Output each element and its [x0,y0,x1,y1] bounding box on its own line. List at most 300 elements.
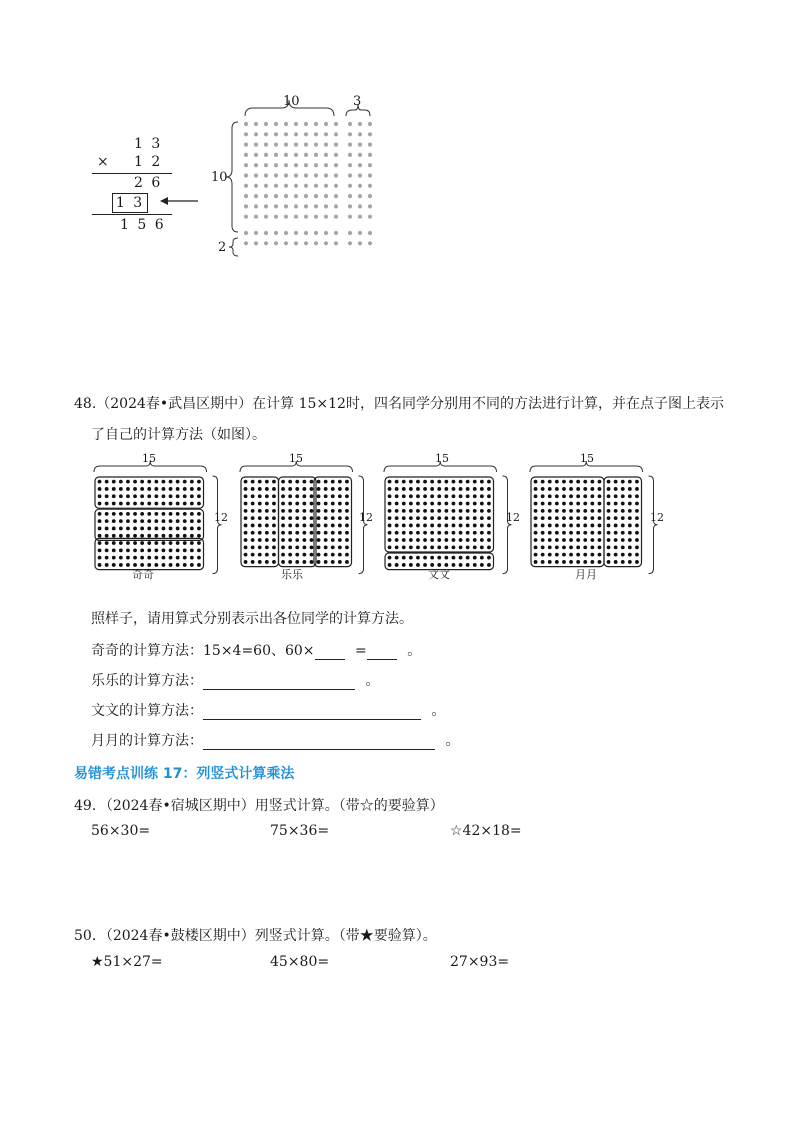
panel-dot [345,531,349,535]
panel-brace-side [359,476,368,574]
panel-dot [388,502,392,506]
qiqi-end: 。 [407,643,422,659]
panel-dot [310,494,314,498]
panel-dot [395,531,399,535]
panel-dot [331,538,335,542]
panel-dot [423,563,427,567]
panel-dot [628,509,632,513]
panel-dot [176,480,180,484]
grid-dot [244,163,248,167]
panel-dot [154,527,158,531]
panel-dot [281,502,285,506]
panel-dot [576,531,580,535]
qiqi-blank-1[interactable] [315,645,345,660]
panel-side-label-lele: 12 [359,511,373,524]
panel-dot [190,563,194,567]
panel-dot [183,487,187,491]
panel-dot [555,553,559,557]
panel-dot [388,556,392,560]
grid-dot [294,204,298,208]
panel-dot [598,494,602,498]
panel-dot [548,560,552,564]
panel-dot [487,480,491,484]
panel-dot [105,487,109,491]
grid-dot [264,132,268,136]
panel-dot [402,563,406,567]
panel-dot [324,494,328,498]
panel-dot [576,502,580,506]
panel-label-lele: 乐乐 [281,568,303,581]
grid-dot [274,163,278,167]
panel-dot [576,524,580,528]
grid-dot [264,184,268,188]
panel-dot [317,553,321,557]
grid-dot [334,173,338,177]
panel-dot [562,502,566,506]
panel-dot [466,545,470,549]
panel-dot [473,487,477,491]
grid-dot [314,231,318,235]
panel-dot [140,556,144,560]
panel-dot [402,545,406,549]
panel-dot [112,502,116,506]
panel-dot [176,548,180,552]
grid-dot [244,231,248,235]
panel-dot [452,487,456,491]
grid-dot [284,194,288,198]
panel-dot [473,509,477,513]
grid-dot [348,194,352,198]
panel-dot [548,502,552,506]
panel-dot [251,502,255,506]
panel-dot [197,494,201,498]
panel-dot [295,480,299,484]
panel-dot [169,494,173,498]
panel-dot [388,563,392,567]
panel-dot [534,560,538,564]
panel-dot [119,534,123,538]
panel-dot [265,538,269,542]
wenwen-answer-blank[interactable] [203,705,421,720]
panel-dot [614,524,618,528]
panel-dot [105,563,109,567]
panel-dot [310,560,314,564]
panel-dot [310,509,314,513]
grid-dot [304,215,308,219]
panel-dot [423,487,427,491]
panel-dot [133,494,137,498]
q48-line1 [74,393,724,413]
panel-dot [98,541,102,545]
panel-dot [251,516,255,520]
grid-dot [358,143,362,147]
panel-dot [310,538,314,542]
panel-dot [176,556,180,560]
grid-dot [254,215,258,219]
grid-dot [294,153,298,157]
grid-dot [304,173,308,177]
panel-dot [265,524,269,528]
panel-dot [295,531,299,535]
panel-dot [621,487,625,491]
panel-dot [541,531,545,535]
panel-dot [598,531,602,535]
panel-dot [98,480,102,484]
panel-dot [345,502,349,506]
panel-dot [331,545,335,549]
multiplicand: 1 3 [134,136,163,152]
grid-dot [274,241,278,245]
panel-dot [621,494,625,498]
panel-dot [416,516,420,520]
panel-dot [466,494,470,498]
panel-top-label-lele: 15 [289,452,303,465]
panel-dot [583,494,587,498]
lele-answer-blank[interactable] [203,675,355,690]
grid-dot [324,132,328,136]
panel-dot [395,516,399,520]
panel-dot [190,527,194,531]
panel-dot [402,516,406,520]
panel-dot [295,502,299,506]
panel-dot [569,494,573,498]
panel-dot [154,519,158,523]
panel-dot [590,509,594,513]
panel-dot [272,531,276,535]
panel-dot [98,512,102,516]
panel-dot [444,516,448,520]
panel-dot [569,524,573,528]
panel-dot [169,512,173,516]
panel-dot [183,502,187,506]
panel-dot [345,494,349,498]
panel-dot [133,541,137,545]
panel-dot [324,502,328,506]
grid-dot [244,241,248,245]
panel-dot [621,516,625,520]
panel-dot [126,512,130,516]
panel-dot [437,494,441,498]
panel-dot [562,494,566,498]
panel-dot [281,480,285,484]
brace-left-label-10: 10 [211,170,228,185]
panel-dot [258,487,262,491]
panel-dot [190,519,194,523]
panel-dot [607,516,611,520]
panel-dot [105,556,109,560]
panel-dot [598,538,602,542]
panel-dot [197,556,201,560]
panel-dot [324,538,328,542]
panel-side-label-yueyue: 12 [650,511,664,524]
panel-dot [628,524,632,528]
panel-dot [140,512,144,516]
panel-dot [555,487,559,491]
panel-dot [154,534,158,538]
panel-dot [562,480,566,484]
panel-dot [635,531,639,535]
yueyue-answer-blank[interactable] [203,735,435,750]
panel-dot [548,545,552,549]
panel-dot [147,480,151,484]
panel-dot [251,531,255,535]
panel-dot [548,553,552,557]
panel-dot [423,538,427,542]
panel-dot [459,563,463,567]
panel-dot [183,494,187,498]
panel-dot [288,531,292,535]
grid-dot [334,184,338,188]
grid-dot [304,122,308,126]
panel-dot [466,480,470,484]
panel-dot [607,538,611,542]
panel-dot [541,494,545,498]
grid-dot [334,122,338,126]
panel-dot [541,502,545,506]
panel-dot [338,509,342,513]
qiqi-blank-2[interactable] [367,645,397,660]
panel-dot [444,556,448,560]
panel-dot [244,553,248,557]
panel-dot [409,531,413,535]
grid-dot [348,163,352,167]
panel-dot [395,556,399,560]
panel-dot [317,509,321,513]
grid-dot [264,173,268,177]
panel-dot [583,560,587,564]
q50-text: 50．（2024春•鼓楼区期中）列竖式计算。（带★要验算）。 [74,928,437,944]
panel-dot [430,509,434,513]
panel-dot [112,563,116,567]
grid-dot [274,215,278,219]
grid-dot [368,153,372,157]
panel-dot [324,509,328,513]
grid-dot [368,173,372,177]
panel-dot [555,502,559,506]
panel-dot [112,519,116,523]
panel-dot [176,563,180,567]
grid-dot [368,143,372,147]
panel-dot [345,545,349,549]
panel-dot [423,524,427,528]
panel-dot [576,509,580,513]
panel-dot [272,494,276,498]
panel-dot [119,480,123,484]
panel-dot [569,509,573,513]
panel-dot [331,531,335,535]
panel-dot [466,516,470,520]
panel-dot [466,524,470,528]
panel-dot [310,480,314,484]
panel-dot [190,556,194,560]
panel-dot [133,487,137,491]
panel-dot [430,531,434,535]
panel-dot [258,502,262,506]
grid-dot [314,194,318,198]
grid-dot [324,143,328,147]
panel-dot [317,516,321,520]
qiqi-method-row [91,640,421,660]
panel-dot [487,516,491,520]
brace-left-2 [229,238,238,256]
panel-dot [614,494,618,498]
panel-dot [402,531,406,535]
grid-dot [294,231,298,235]
panel-dot [416,524,420,528]
q50-item-2: 45×80= [270,954,330,970]
panel-dot [169,527,173,531]
panel-dot [317,502,321,506]
panel-dot [480,563,484,567]
panel-dot [466,487,470,491]
panel-dot [562,487,566,491]
panel-dot [583,538,587,542]
panel-dot [126,480,130,484]
grid-dot [358,153,362,157]
panel-dot [569,553,573,557]
panel-dot [452,524,456,528]
grid-dot [368,231,372,235]
panel-dot [338,531,342,535]
panel-dot [583,524,587,528]
panel-dot [487,531,491,535]
grid-dot [264,163,268,167]
panel-dot [607,524,611,528]
panel-dot [169,487,173,491]
grid-dot [334,132,338,136]
panel-dot [338,538,342,542]
panel-dot [635,560,639,564]
grid-dot [274,132,278,136]
panel-dot [258,538,262,542]
brace-top-label-3: 3 [353,94,362,109]
panel-dot [272,545,276,549]
panel-dot [244,494,248,498]
panel-dot [437,524,441,528]
grid-dot [368,194,372,198]
panel-dot [487,524,491,528]
panel-dot [183,512,187,516]
panel-dot [281,494,285,498]
rule-line-2 [92,214,172,215]
grid-dot [324,173,328,177]
yueyue-end: 。 [445,733,460,749]
panel-dot [437,545,441,549]
panel-dot [452,545,456,549]
panel-dot [183,556,187,560]
panel-dot [98,563,102,567]
panel-dot [119,502,123,506]
q49-item-3: ☆42×18= [450,823,522,839]
panel-dot [162,502,166,506]
panel-dot [162,494,166,498]
panel-dot [416,538,420,542]
panel-dot [621,553,625,557]
panel-dot [598,487,602,491]
panel-dot [183,527,187,531]
q48-text-line1: （2024春•武昌区期中）在计算 15×12时，四名同学分别用不同的方法进行计算，并在点子图上表示 [96,396,724,412]
panel-dot [459,556,463,560]
panel-dot [607,560,611,564]
panel-dot [607,502,611,506]
grid-dot [334,241,338,245]
panel-dot [583,516,587,520]
panel-dot [555,480,559,484]
grid-dot [274,173,278,177]
grid-dot [244,153,248,157]
panel-dot [147,541,151,545]
panel-dot [162,519,166,523]
grid-dot [284,122,288,126]
panel-dot [98,527,102,531]
panel-dot [416,509,420,513]
panel-side-label-wenwen: 12 [506,511,520,524]
grid-dot [244,143,248,147]
panel-dot [126,534,130,538]
panel-dot [555,531,559,535]
panel-dot [409,502,413,506]
panel-dot [147,502,151,506]
panel-dot [555,538,559,542]
panel-dot [169,480,173,484]
panel-dot [147,494,151,498]
panel-dot [119,541,123,545]
panel-dot [569,531,573,535]
q49-text: 49．（2024春•宿城区期中）用竖式计算。（带☆的要验算） [74,798,444,814]
panel-dot [437,556,441,560]
panel-dot [154,487,158,491]
grid-dot [304,143,308,147]
panel-dot [338,560,342,564]
panel-dot [197,563,201,567]
panel-dot [338,502,342,506]
panel-dot [459,516,463,520]
panel-dot [98,556,102,560]
q48-text-line2: 了自己的计算方法（如图）。 [91,427,266,443]
grid-dot [314,122,318,126]
panel-dot [338,494,342,498]
panel-dot [487,545,491,549]
panel-dot [317,524,321,528]
panel-dot [466,563,470,567]
panel-dot [154,512,158,516]
grid-dot [254,194,258,198]
panel-dot [590,553,594,557]
grid-dot [368,122,372,126]
panel-dot [569,502,573,506]
panel-dot [169,563,173,567]
panel-dot [105,512,109,516]
grid-dot [334,163,338,167]
brace-left-label-2: 2 [218,240,227,255]
panel-dot [288,516,292,520]
panel-dot [598,509,602,513]
panel-dot [416,480,420,484]
panel-dot [310,487,314,491]
panel-dot [140,534,144,538]
panel-dot [281,553,285,557]
panel-dot [583,487,587,491]
left-arrow-icon [160,194,200,208]
grid-dot [244,184,248,188]
grid-dot [274,231,278,235]
panel-dot [272,553,276,557]
panel-dot [331,516,335,520]
panel-dot [409,556,413,560]
q48-instruction: 照样子，请用算式分别表示出各位同学的计算方法。 [91,611,413,627]
panel-dot [265,531,269,535]
grid-dot [358,173,362,177]
